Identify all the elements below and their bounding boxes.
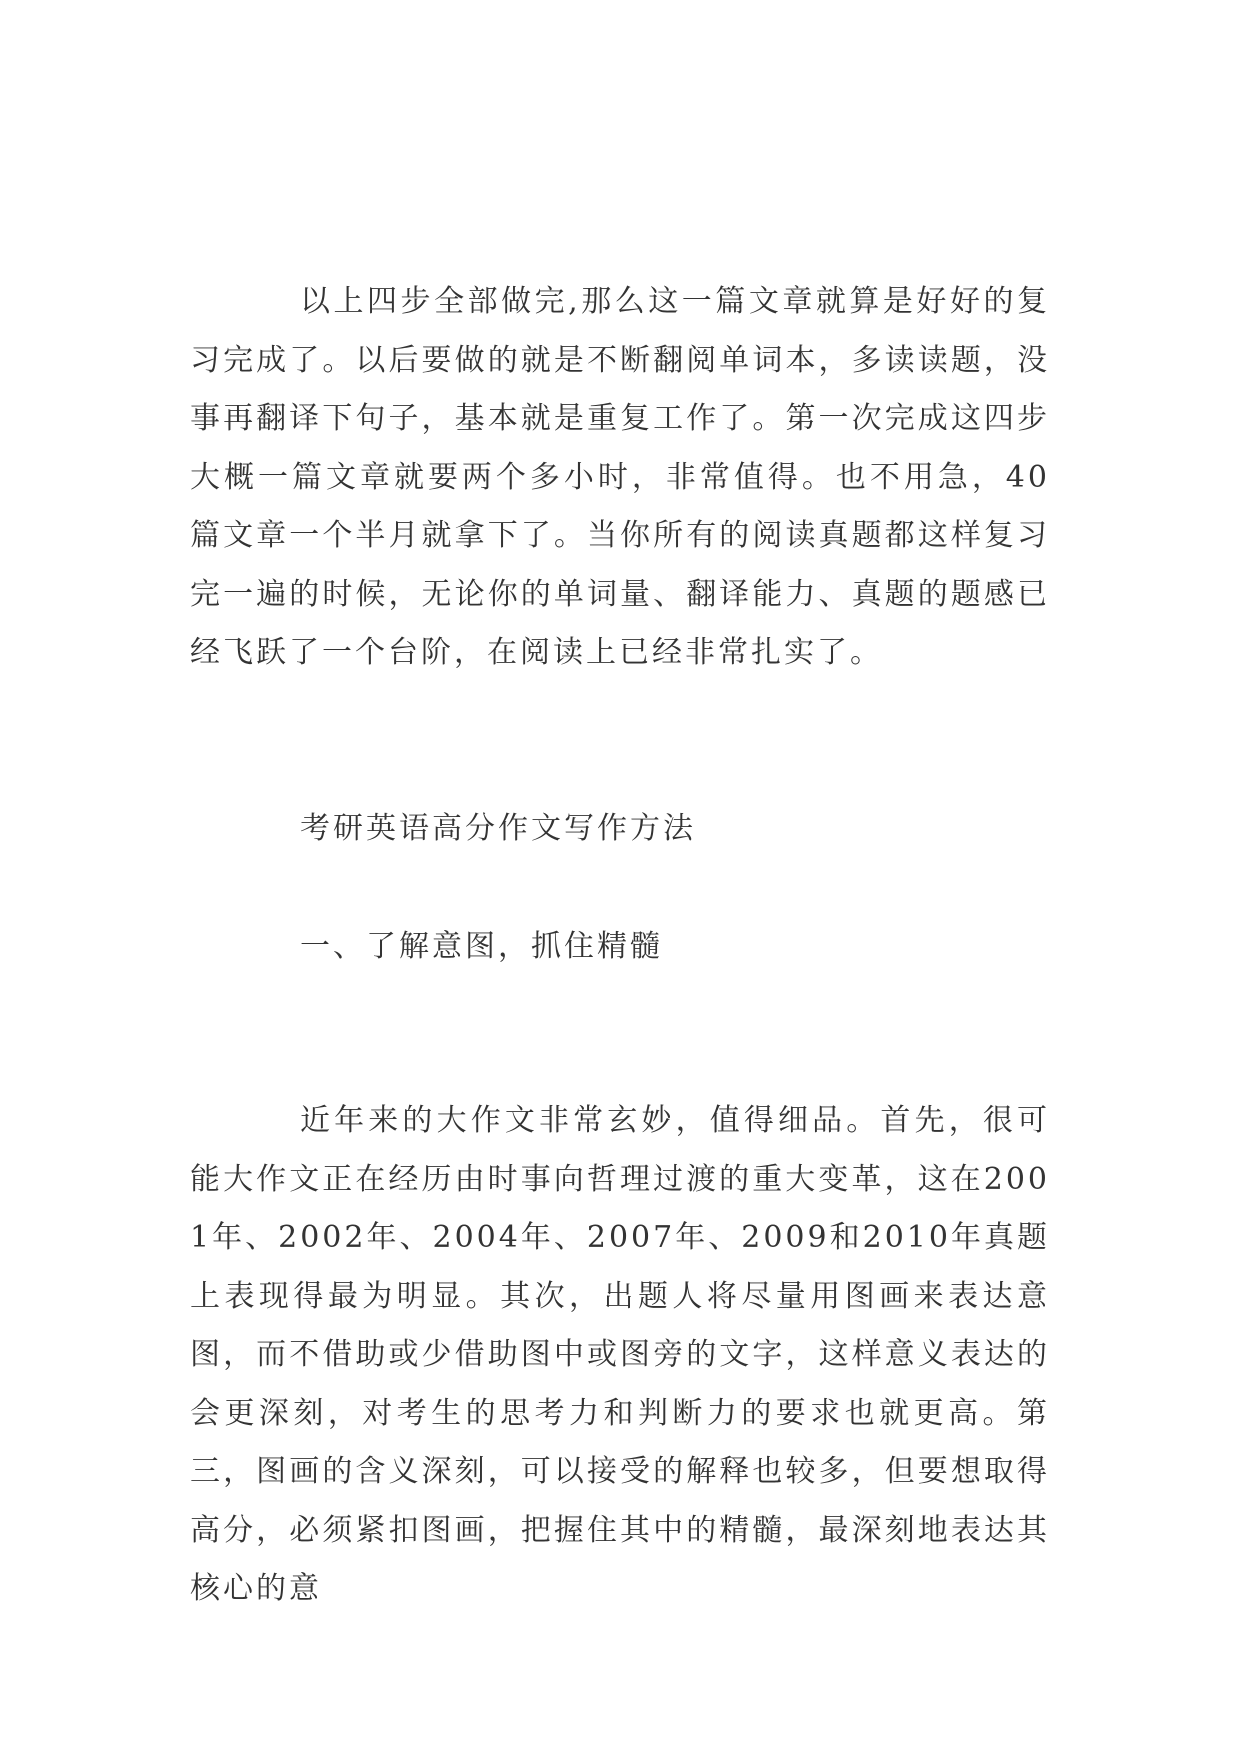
body-paragraph: 近年来的大作文非常玄妙，值得细品。首先，很可能大作文正在经历由时事向哲理过渡的重大变革，这在2001年、2002年、2004年、2007年、2009和2010年真题上表现得最为明显。其次，出题人将尽量用图画来表达意图，而不借助或少借助图中或图旁的文字，这样意义表达的会更深刻，对考生的思考力和判断力的要求也就更高。第三，图画的含义深刻，可以接受的解释也较多，但要想取得高分，必须紧扣图画，把握住其中的精髓，最深刻地表达其核心的意	[190, 1103, 1050, 1606]
body-paragraph: 以上四步全部做完,那么这一篇文章就算是好好的复习完成了。以后要做的就是不断翻阅单词本，多读读题，没事再翻译下句子，基本就是重复工作了。第一次完成这四步大概一篇文章就要两个多小时，非常值得。也不用急，40篇文章一个半月就拿下了。当你所有的阅读真题都这样复习完一遍的时候，无论你的单词量、翻译能力、真题的题感已经飞跃了一个台阶，在阅读上已经非常扎实了。	[190, 284, 1050, 670]
section-title: 考研英语高分作文写作方法	[300, 811, 696, 846]
subsection-title: 一、了解意图，抓住精髓	[300, 929, 663, 964]
